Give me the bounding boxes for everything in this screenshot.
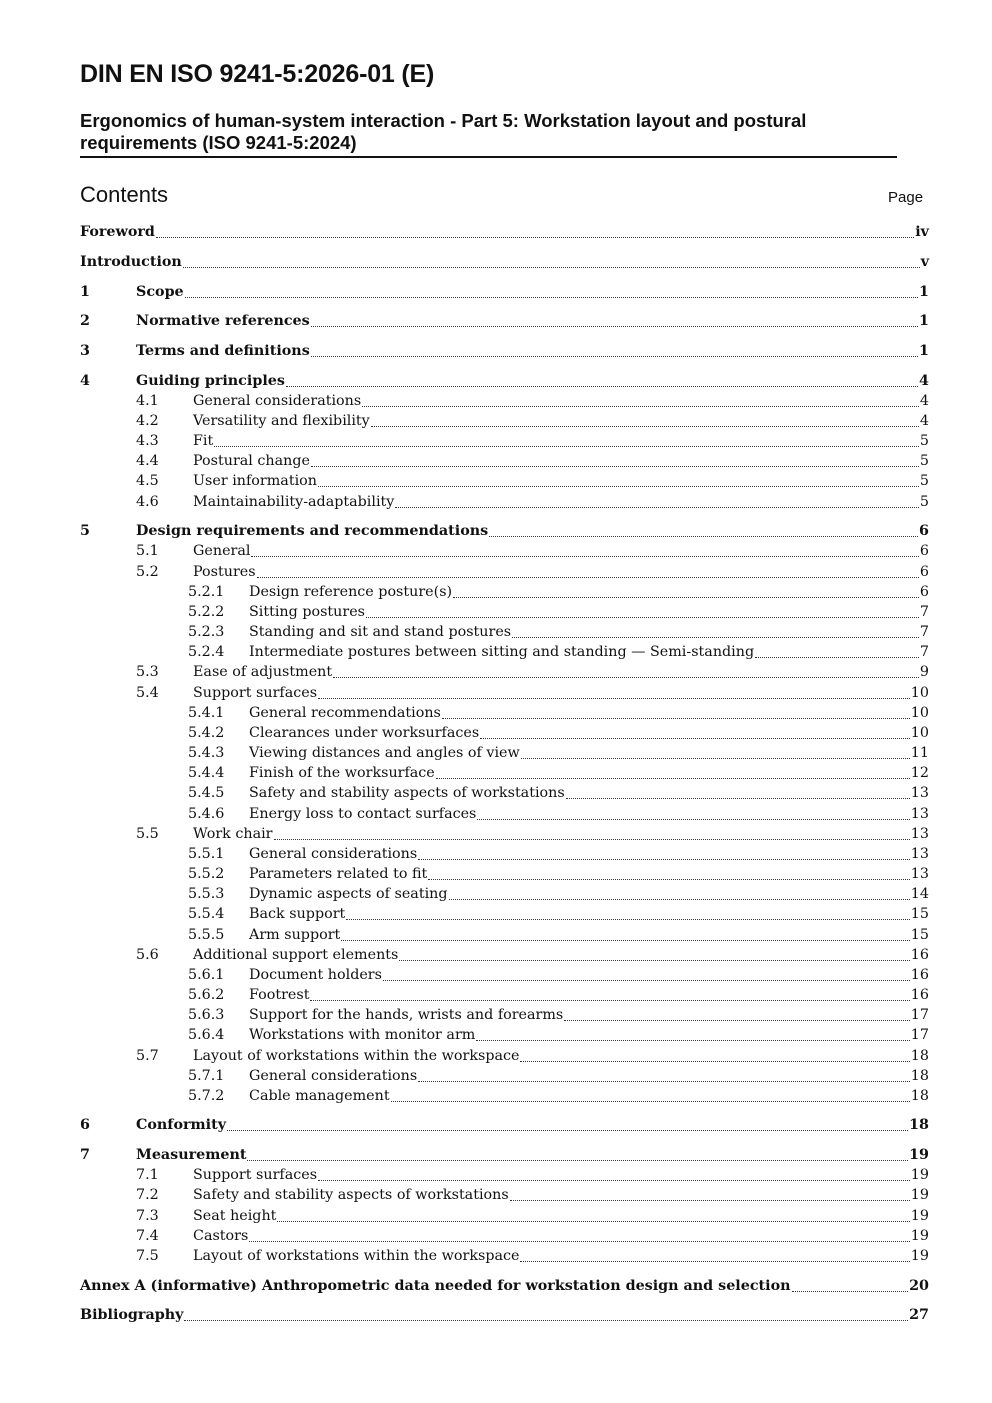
toc-entry-number: 5 <box>80 523 90 539</box>
dot-leader <box>184 1319 908 1321</box>
toc-entry-label: Postures <box>193 564 256 580</box>
toc-entry-number: 5.4 <box>136 685 159 701</box>
toc-entry[interactable] <box>0 985 992 1005</box>
toc-entry-number: 1 <box>80 284 90 300</box>
toc-entry-number: 5.7 <box>136 1048 159 1064</box>
dot-leader <box>341 939 910 941</box>
toc-entry-page: 19 <box>910 1208 929 1224</box>
toc-entry-number: 5.7.2 <box>188 1088 225 1104</box>
toc-entry-number: 5.5.1 <box>188 846 225 862</box>
dot-leader <box>185 296 918 298</box>
toc-entry[interactable] <box>0 521 992 541</box>
toc-entry-page: 19 <box>910 1228 929 1244</box>
toc-entry-number: 7 <box>80 1147 90 1163</box>
toc-entry-number: 5.6.4 <box>188 1027 225 1043</box>
dot-leader <box>436 777 910 779</box>
toc-entry-number: 5.5 <box>136 826 159 842</box>
dot-leader <box>510 1199 910 1201</box>
toc-entry-label: Postural change <box>193 453 310 469</box>
toc-entry[interactable] <box>0 471 992 491</box>
toc-entry-page: 10 <box>910 685 929 701</box>
toc-entry[interactable] <box>0 341 992 361</box>
toc-entry-label: Layout of workstations within the workspace <box>193 1048 520 1064</box>
toc-entry[interactable] <box>0 1165 992 1185</box>
toc-entry-number: 4.1 <box>136 393 159 409</box>
dot-leader <box>476 1039 909 1041</box>
toc-entry[interactable] <box>0 431 992 451</box>
document-title: Ergonomics of human-system interaction - Part 5: Workstation layout and postural requirements (ISO 9241-5:2024) <box>80 110 807 153</box>
dot-leader <box>318 485 919 487</box>
toc-entry-page: 13 <box>910 846 929 862</box>
toc-entry[interactable] <box>0 1276 992 1296</box>
dot-leader <box>480 737 910 739</box>
toc-entry-page: 17 <box>910 1007 929 1023</box>
toc-entry-label: Design requirements and recommendations <box>136 523 489 539</box>
toc-entry-number: 5.5.4 <box>188 906 225 922</box>
toc-entry-label: Foreword <box>80 224 155 240</box>
dot-leader <box>277 1220 909 1222</box>
title-rule <box>80 156 897 158</box>
toc-entry-page: 13 <box>910 785 929 801</box>
toc-entry[interactable] <box>0 884 992 904</box>
toc-entry-page: 6 <box>919 584 929 600</box>
toc-entry[interactable] <box>0 965 992 985</box>
dot-leader <box>564 1019 910 1021</box>
toc-entry-number: 5.4.5 <box>188 785 225 801</box>
dot-leader <box>183 266 920 268</box>
page-column-heading: Page <box>888 189 924 206</box>
toc-entry-label: Dynamic aspects of seating <box>249 886 448 902</box>
toc-entry-label: Guiding principles <box>136 373 285 389</box>
dot-leader <box>156 236 914 238</box>
toc-entry[interactable] <box>0 1086 992 1106</box>
toc-entry-page: 16 <box>910 987 929 1003</box>
toc-entry-page: 4 <box>919 393 929 409</box>
toc-entry[interactable] <box>0 1145 992 1165</box>
toc-entry-label: General <box>193 543 251 559</box>
toc-entry-label: Parameters related to fit <box>249 866 428 882</box>
toc-entry[interactable] <box>0 1115 992 1135</box>
dot-leader <box>310 999 909 1001</box>
toc-entry[interactable] <box>0 582 992 602</box>
toc-entry[interactable] <box>0 844 992 864</box>
dot-leader <box>418 1080 910 1082</box>
toc-entry-page: 13 <box>910 806 929 822</box>
toc-entry[interactable] <box>0 541 992 561</box>
toc-entry-number: 5.2.1 <box>188 584 225 600</box>
toc-entry-number: 5.6.1 <box>188 967 225 983</box>
toc-entry[interactable] <box>0 783 992 803</box>
toc-entry-number: 5.7.1 <box>188 1068 225 1084</box>
toc-entry-number: 5.6.3 <box>188 1007 225 1023</box>
toc-entry-page: 5 <box>919 433 929 449</box>
dot-leader <box>453 596 919 598</box>
dot-leader <box>227 1129 908 1131</box>
toc-entry[interactable] <box>0 492 992 512</box>
dot-leader <box>383 979 910 981</box>
toc-entry-page: 9 <box>919 664 929 680</box>
toc-entry-page: 14 <box>910 886 929 902</box>
toc-entry-page: 15 <box>910 906 929 922</box>
toc-entry-page: 6 <box>919 523 929 539</box>
toc-entry-page: 16 <box>910 947 929 963</box>
toc-entry-page: 1 <box>919 343 929 359</box>
toc-entry-label: Back support <box>249 906 346 922</box>
document-id: DIN EN ISO 9241-5:2026-01 (E) <box>80 60 435 88</box>
dot-leader <box>477 818 909 820</box>
dot-leader <box>566 797 910 799</box>
toc-entry-label: Standing and sit and stand postures <box>249 624 512 640</box>
toc-entry-page: 17 <box>910 1027 929 1043</box>
dot-leader <box>489 535 918 537</box>
toc-entry-page: 7 <box>919 624 929 640</box>
toc-entry-label: Normative references <box>136 313 310 329</box>
toc-entry-page: iv <box>915 224 929 240</box>
toc-entry-label: Work chair <box>193 826 273 842</box>
toc-entry[interactable] <box>0 252 992 272</box>
toc-entry[interactable] <box>0 1206 992 1226</box>
toc-entry-label: General recommendations <box>249 705 441 721</box>
toc-entry-page: 1 <box>919 284 929 300</box>
dot-leader <box>311 465 919 467</box>
toc-entry-page: 10 <box>910 725 929 741</box>
toc-entry-page: 15 <box>910 927 929 943</box>
toc-entry[interactable] <box>0 391 992 411</box>
toc-entry-page: 18 <box>910 1068 929 1084</box>
dot-leader <box>251 555 918 557</box>
toc-entry-page: 16 <box>910 967 929 983</box>
toc-entry-label: Additional support elements <box>193 947 399 963</box>
toc-entry-label: General considerations <box>249 846 418 862</box>
toc-entry-label: Support surfaces <box>193 685 318 701</box>
toc-entry[interactable] <box>0 824 992 844</box>
toc-entry-label: Versatility and flexibility <box>193 413 370 429</box>
toc-entry[interactable] <box>0 1025 992 1045</box>
toc-entry-page: 27 <box>909 1307 929 1323</box>
toc-entry-page: 5 <box>919 473 929 489</box>
dot-leader <box>247 1159 908 1161</box>
toc-entry-label: General considerations <box>249 1068 418 1084</box>
dot-leader <box>366 616 919 618</box>
toc-entry-label: Support for the hands, wrists and forearms <box>249 1007 564 1023</box>
toc-entry[interactable] <box>0 622 992 642</box>
toc-entry[interactable] <box>0 1226 992 1246</box>
toc-entry-label: Bibliography <box>80 1307 184 1323</box>
toc-entry-page: 19 <box>910 1167 929 1183</box>
toc-entry-label: User information <box>193 473 317 489</box>
toc-entry-number: 5.6 <box>136 947 159 963</box>
toc-entry-page: 19 <box>910 1187 929 1203</box>
dot-leader <box>428 878 910 880</box>
toc-entry-label: Safety and stability aspects of workstations <box>249 785 565 801</box>
toc-entry[interactable] <box>0 371 992 391</box>
toc-entry-number: 5.6.2 <box>188 987 225 1003</box>
toc-entry-label: Footrest <box>249 987 310 1003</box>
toc-entry[interactable] <box>0 282 992 302</box>
dot-leader <box>520 1060 909 1062</box>
toc-entry-number: 5.4.1 <box>188 705 225 721</box>
toc-entry[interactable] <box>0 945 992 965</box>
dot-leader <box>520 1260 909 1262</box>
toc-entry[interactable] <box>0 804 992 824</box>
dot-leader <box>214 445 919 447</box>
toc-entry-number: 7.5 <box>136 1248 159 1264</box>
toc-entry-number: 5.4.2 <box>188 725 225 741</box>
dot-leader <box>362 405 919 407</box>
toc-entry[interactable] <box>0 411 992 431</box>
toc-entry-number: 5.2.4 <box>188 644 225 660</box>
toc-entry[interactable] <box>0 1005 992 1025</box>
toc-entry-label: Cable management <box>249 1088 390 1104</box>
dot-leader <box>755 656 919 658</box>
toc-entry[interactable] <box>0 222 992 242</box>
toc-entry-label: Design reference posture(s) <box>249 584 453 600</box>
toc-entry-page: 4 <box>919 413 929 429</box>
dot-leader <box>391 1100 910 1102</box>
toc-entry-label: Sitting postures <box>249 604 366 620</box>
toc-entry-number: 5.4.4 <box>188 765 225 781</box>
toc-entry-number: 4.3 <box>136 433 159 449</box>
toc-entry[interactable] <box>0 703 992 723</box>
toc-entry-label: Support surfaces <box>193 1167 318 1183</box>
dot-leader <box>521 757 910 759</box>
toc-entry-label: Castors <box>193 1228 249 1244</box>
toc-entry[interactable] <box>0 864 992 884</box>
toc-entry-number: 7.4 <box>136 1228 159 1244</box>
toc-entry[interactable] <box>0 925 992 945</box>
toc-entry-number: 5.5.5 <box>188 927 225 943</box>
toc-entry-label: Fit <box>193 433 214 449</box>
toc-entry-page: 6 <box>919 543 929 559</box>
toc-entry-number: 5.5.2 <box>188 866 225 882</box>
toc-entry-number: 5.2.3 <box>188 624 225 640</box>
dot-leader <box>311 325 918 327</box>
dot-leader <box>418 858 910 860</box>
toc-entry-page: 4 <box>919 373 929 389</box>
toc-entry-label: Intermediate postures between sitting and standing — Semi-standing <box>249 644 755 660</box>
toc-entry[interactable] <box>0 1066 992 1086</box>
toc-entry-number: 2 <box>80 313 90 329</box>
dot-leader <box>333 676 919 678</box>
toc-entry-number: 5.3 <box>136 664 159 680</box>
toc-entry[interactable] <box>0 1046 992 1066</box>
toc-entry-page: 12 <box>910 765 929 781</box>
toc-entry-page: 19 <box>909 1147 929 1163</box>
dot-leader <box>792 1290 909 1292</box>
toc-entry-page: 19 <box>910 1248 929 1264</box>
dot-leader <box>257 576 919 578</box>
toc-entry-label: General considerations <box>193 393 362 409</box>
toc-entry-number: 3 <box>80 343 90 359</box>
toc-entry-number: 5.5.3 <box>188 886 225 902</box>
toc-entry-number: 4.5 <box>136 473 159 489</box>
toc-entry-page: 6 <box>919 564 929 580</box>
dot-leader <box>346 918 910 920</box>
contents-heading: Contents <box>80 182 169 207</box>
toc-entry[interactable] <box>0 723 992 743</box>
toc-entry-label: Annex A (informative) Anthropometric data needed for workstation design and selection <box>80 1278 791 1294</box>
toc-entry-page: 20 <box>909 1278 929 1294</box>
toc-entry-number: 6 <box>80 1117 90 1133</box>
toc-entry[interactable] <box>0 311 992 331</box>
toc-entry[interactable] <box>0 562 992 582</box>
toc-entry-number: 7.2 <box>136 1187 159 1203</box>
dot-leader <box>371 425 919 427</box>
toc-entry-label: Safety and stability aspects of workstations <box>193 1187 509 1203</box>
toc-entry-number: 5.4.6 <box>188 806 225 822</box>
toc-entry-number: 5.2 <box>136 564 159 580</box>
dot-leader <box>318 1179 910 1181</box>
toc-entry[interactable] <box>0 743 992 763</box>
toc-entry-number: 4.4 <box>136 453 159 469</box>
toc-entry-page: 18 <box>909 1117 929 1133</box>
toc-entry-label: Document holders <box>249 967 382 983</box>
toc-entry[interactable] <box>0 662 992 682</box>
dot-leader <box>318 697 910 699</box>
toc-entry[interactable] <box>0 451 992 471</box>
toc-entry[interactable] <box>0 1246 992 1266</box>
toc-entry-page: 5 <box>919 494 929 510</box>
toc-entry-label: Ease of adjustment <box>193 664 333 680</box>
dot-leader <box>311 355 918 357</box>
toc-entry-label: Seat height <box>193 1208 277 1224</box>
toc-entry-page: 5 <box>919 453 929 469</box>
toc-entry-number: 7.1 <box>136 1167 159 1183</box>
dot-leader <box>286 385 918 387</box>
toc-entry-label: Viewing distances and angles of view <box>249 745 520 761</box>
toc-entry-label: Finish of the worksurface <box>249 765 435 781</box>
toc-entry-page: 18 <box>910 1088 929 1104</box>
toc-entry-number: 7.3 <box>136 1208 159 1224</box>
toc-entry[interactable] <box>0 1185 992 1205</box>
toc-entry-number: 4.2 <box>136 413 159 429</box>
toc-entry[interactable] <box>0 602 992 622</box>
toc-entry[interactable] <box>0 642 992 662</box>
toc-entry[interactable] <box>0 763 992 783</box>
dot-leader <box>512 636 919 638</box>
toc-entry-label: Conformity <box>136 1117 226 1133</box>
dot-leader <box>395 506 919 508</box>
dot-leader <box>449 898 910 900</box>
toc-entry-label: Measurement <box>136 1147 247 1163</box>
toc-entry-page: 1 <box>919 313 929 329</box>
toc-entry-label: Maintainability-adaptability <box>193 494 395 510</box>
toc-entry-label: Layout of workstations within the workspace <box>193 1248 520 1264</box>
toc-entry-label: Introduction <box>80 254 182 270</box>
toc-entry-label: Workstations with monitor arm <box>249 1027 476 1043</box>
dot-leader <box>274 838 910 840</box>
toc-entry-page: 18 <box>910 1048 929 1064</box>
toc-entry-page: 13 <box>910 826 929 842</box>
dot-leader <box>399 959 909 961</box>
toc-entry-page: 11 <box>910 745 929 761</box>
toc-entry-number: 5.1 <box>136 543 159 559</box>
toc-entry-page: 7 <box>919 604 929 620</box>
toc-entry-number: 4.6 <box>136 494 159 510</box>
toc-entry[interactable] <box>0 683 992 703</box>
dot-leader <box>249 1240 909 1242</box>
toc-entry-number: 5.4.3 <box>188 745 225 761</box>
toc-entry-number: 4 <box>80 373 90 389</box>
dot-leader <box>442 717 910 719</box>
toc-entry-page: v <box>920 254 929 270</box>
toc-entry[interactable] <box>0 1305 992 1325</box>
toc-entry-label: Terms and definitions <box>136 343 310 359</box>
toc-entry-page: 13 <box>910 866 929 882</box>
toc-entry-label: Energy loss to contact surfaces <box>249 806 477 822</box>
toc-entry-page: 10 <box>910 705 929 721</box>
toc-entry-label: Scope <box>136 284 184 300</box>
toc-entry-label: Arm support <box>249 927 341 943</box>
toc-entry[interactable] <box>0 904 992 924</box>
toc-entry-label: Clearances under worksurfaces <box>249 725 480 741</box>
toc-entry-number: 5.2.2 <box>188 604 225 620</box>
toc-entry-page: 7 <box>919 644 929 660</box>
